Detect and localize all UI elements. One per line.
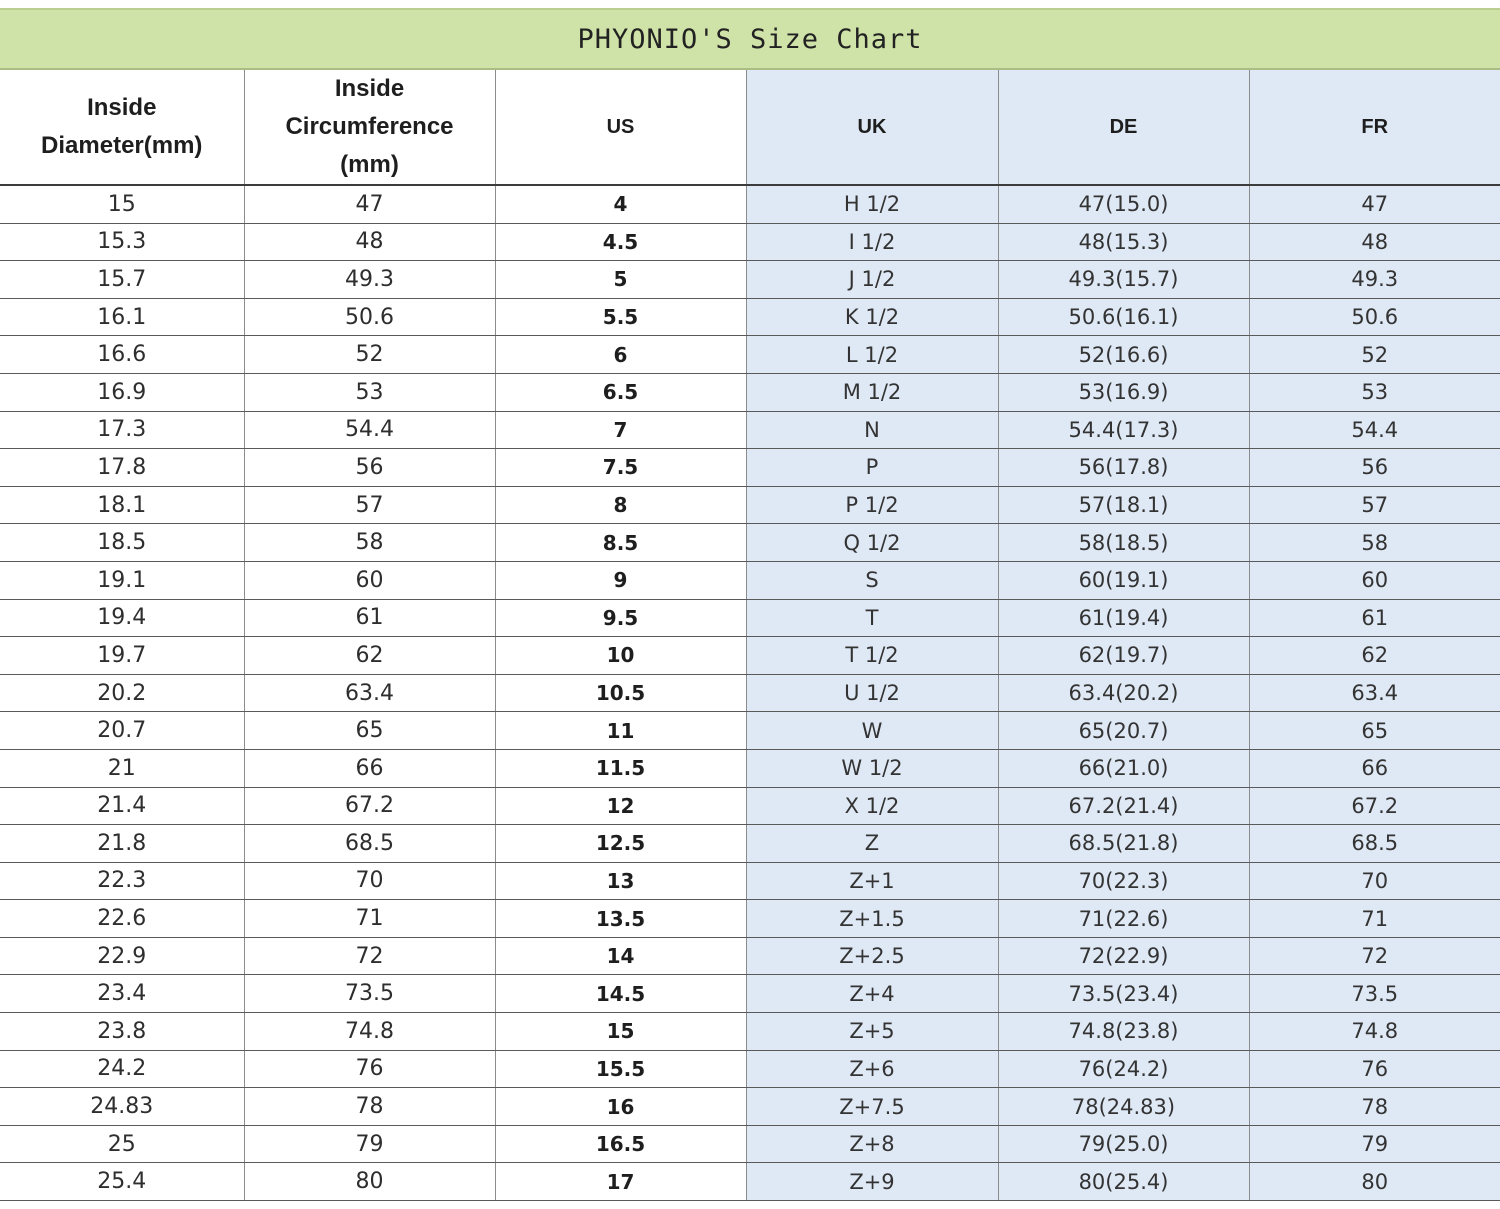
- cell-de-size: 56(17.8): [998, 449, 1249, 487]
- cell-inside-diameter: 18.1: [0, 486, 244, 524]
- cell-fr-size: 79: [1249, 1125, 1500, 1163]
- cell-de-size: 71(22.6): [998, 900, 1249, 938]
- cell-inside-circumference: 52: [244, 336, 495, 374]
- cell-inside-circumference: 74.8: [244, 1013, 495, 1051]
- size-chart-table: [0, 70, 1500, 1201]
- cell-inside-diameter: 17.8: [0, 449, 244, 487]
- cell-us-size: 4: [495, 185, 746, 223]
- cell-us-size: 10.5: [495, 674, 746, 712]
- cell-fr-size: 54.4: [1249, 411, 1500, 449]
- cell-uk-size: Z+1: [746, 862, 998, 900]
- table-row: [0, 900, 1500, 938]
- cell-inside-diameter: 21.8: [0, 825, 244, 863]
- cell-fr-size: 73.5: [1249, 975, 1500, 1013]
- cell-fr-size: 74.8: [1249, 1013, 1500, 1051]
- table-row: [0, 674, 1500, 712]
- cell-uk-size: I 1/2: [746, 223, 998, 261]
- cell-inside-circumference: 70: [244, 862, 495, 900]
- cell-us-size: 5: [495, 261, 746, 299]
- cell-de-size: 63.4(20.2): [998, 674, 1249, 712]
- cell-inside-circumference: 50.6: [244, 298, 495, 336]
- cell-inside-diameter: 22.9: [0, 937, 244, 975]
- cell-uk-size: Z+4: [746, 975, 998, 1013]
- cell-us-size: 14.5: [495, 975, 746, 1013]
- cell-us-size: 8.5: [495, 524, 746, 562]
- cell-uk-size: H 1/2: [746, 185, 998, 223]
- cell-inside-diameter: 16.9: [0, 373, 244, 411]
- cell-us-size: 10: [495, 637, 746, 675]
- cell-uk-size: X 1/2: [746, 787, 998, 825]
- cell-us-size: 16.5: [495, 1125, 746, 1163]
- cell-fr-size: 60: [1249, 561, 1500, 599]
- table-row: [0, 411, 1500, 449]
- cell-inside-circumference: 66: [244, 749, 495, 787]
- table-row: [0, 261, 1500, 299]
- cell-inside-circumference: 68.5: [244, 825, 495, 863]
- cell-us-size: 6: [495, 336, 746, 374]
- cell-fr-size: 80: [1249, 1163, 1500, 1201]
- cell-us-size: 8: [495, 486, 746, 524]
- cell-uk-size: Z+1.5: [746, 900, 998, 938]
- cell-de-size: 68.5(21.8): [998, 825, 1249, 863]
- cell-de-size: 66(21.0): [998, 749, 1249, 787]
- cell-inside-circumference: 49.3: [244, 261, 495, 299]
- cell-uk-size: Z+2.5: [746, 937, 998, 975]
- cell-fr-size: 71: [1249, 900, 1500, 938]
- cell-fr-size: 52: [1249, 336, 1500, 374]
- cell-uk-size: J 1/2: [746, 261, 998, 299]
- cell-de-size: 47(15.0): [998, 185, 1249, 223]
- cell-fr-size: 56: [1249, 449, 1500, 487]
- cell-inside-diameter: 20.7: [0, 712, 244, 750]
- cell-us-size: 9: [495, 561, 746, 599]
- cell-us-size: 9.5: [495, 599, 746, 637]
- cell-inside-diameter: 19.7: [0, 637, 244, 675]
- cell-inside-diameter: 24.83: [0, 1088, 244, 1126]
- cell-inside-circumference: 48: [244, 223, 495, 261]
- cell-uk-size: P: [746, 449, 998, 487]
- cell-us-size: 12: [495, 787, 746, 825]
- cell-us-size: 5.5: [495, 298, 746, 336]
- cell-fr-size: 49.3: [1249, 261, 1500, 299]
- header-inside-circumference-line2: Circumference: [285, 113, 454, 140]
- table-row: [0, 712, 1500, 750]
- cell-fr-size: 66: [1249, 749, 1500, 787]
- table-row: [0, 749, 1500, 787]
- cell-us-size: 16: [495, 1088, 746, 1126]
- cell-us-size: 13.5: [495, 900, 746, 938]
- cell-inside-diameter: 22.3: [0, 862, 244, 900]
- table-row: [0, 1050, 1500, 1088]
- cell-inside-diameter: 23.4: [0, 975, 244, 1013]
- cell-us-size: 12.5: [495, 825, 746, 863]
- chart-title-bar: [0, 8, 1500, 70]
- cell-uk-size: Q 1/2: [746, 524, 998, 562]
- cell-fr-size: 61: [1249, 599, 1500, 637]
- table-row: [0, 298, 1500, 336]
- cell-fr-size: 76: [1249, 1050, 1500, 1088]
- cell-uk-size: Z+7.5: [746, 1088, 998, 1126]
- cell-us-size: 15: [495, 1013, 746, 1051]
- cell-de-size: 57(18.1): [998, 486, 1249, 524]
- cell-de-size: 60(19.1): [998, 561, 1249, 599]
- cell-de-size: 72(22.9): [998, 937, 1249, 975]
- cell-inside-circumference: 62: [244, 637, 495, 675]
- cell-inside-circumference: 53: [244, 373, 495, 411]
- header-inside-diameter: [0, 70, 244, 185]
- cell-inside-diameter: 19.4: [0, 599, 244, 637]
- cell-uk-size: W: [746, 712, 998, 750]
- table-row: [0, 975, 1500, 1013]
- cell-inside-circumference: 72: [244, 937, 495, 975]
- cell-fr-size: 78: [1249, 1088, 1500, 1126]
- cell-fr-size: 70: [1249, 862, 1500, 900]
- cell-de-size: 49.3(15.7): [998, 261, 1249, 299]
- cell-inside-circumference: 58: [244, 524, 495, 562]
- cell-inside-circumference: 60: [244, 561, 495, 599]
- table-row: [0, 937, 1500, 975]
- header-inside-circumference-line3: (mm): [340, 151, 399, 178]
- cell-inside-circumference: 73.5: [244, 975, 495, 1013]
- cell-inside-diameter: 22.6: [0, 900, 244, 938]
- cell-fr-size: 68.5: [1249, 825, 1500, 863]
- cell-inside-diameter: 18.5: [0, 524, 244, 562]
- table-header: [0, 70, 1500, 185]
- cell-us-size: 11.5: [495, 749, 746, 787]
- cell-uk-size: L 1/2: [746, 336, 998, 374]
- cell-inside-diameter: 16.6: [0, 336, 244, 374]
- table-row: [0, 599, 1500, 637]
- cell-inside-circumference: 56: [244, 449, 495, 487]
- table-row: [0, 1125, 1500, 1163]
- cell-de-size: 78(24.83): [998, 1088, 1249, 1126]
- table-row: [0, 336, 1500, 374]
- cell-de-size: 61(19.4): [998, 599, 1249, 637]
- cell-inside-circumference: 78: [244, 1088, 495, 1126]
- table-row: [0, 862, 1500, 900]
- cell-inside-diameter: 19.1: [0, 561, 244, 599]
- cell-us-size: 7: [495, 411, 746, 449]
- cell-us-size: 4.5: [495, 223, 746, 261]
- cell-inside-diameter: 25: [0, 1125, 244, 1163]
- cell-uk-size: S: [746, 561, 998, 599]
- cell-fr-size: 48: [1249, 223, 1500, 261]
- cell-uk-size: Z+5: [746, 1013, 998, 1051]
- cell-inside-circumference: 57: [244, 486, 495, 524]
- cell-de-size: 79(25.0): [998, 1125, 1249, 1163]
- header-row: [0, 70, 1500, 185]
- cell-uk-size: Z+9: [746, 1163, 998, 1201]
- table-row: [0, 1013, 1500, 1051]
- cell-de-size: 52(16.6): [998, 336, 1249, 374]
- table-row: [0, 223, 1500, 261]
- cell-de-size: 76(24.2): [998, 1050, 1249, 1088]
- table-row: [0, 185, 1500, 223]
- cell-inside-diameter: 15.3: [0, 223, 244, 261]
- cell-inside-circumference: 80: [244, 1163, 495, 1201]
- cell-uk-size: U 1/2: [746, 674, 998, 712]
- cell-de-size: 62(19.7): [998, 637, 1249, 675]
- table-row: [0, 637, 1500, 675]
- cell-uk-size: Z: [746, 825, 998, 863]
- table-row: [0, 1088, 1500, 1126]
- cell-inside-diameter: 15: [0, 185, 244, 223]
- cell-uk-size: K 1/2: [746, 298, 998, 336]
- chart-title: PHYONIO'S Size Chart: [577, 23, 923, 55]
- cell-us-size: 15.5: [495, 1050, 746, 1088]
- header-inside-diameter-line1: Inside: [87, 94, 157, 121]
- cell-de-size: 65(20.7): [998, 712, 1249, 750]
- cell-inside-diameter: 20.2: [0, 674, 244, 712]
- cell-inside-diameter: 21.4: [0, 787, 244, 825]
- cell-de-size: 54.4(17.3): [998, 411, 1249, 449]
- cell-de-size: 67.2(21.4): [998, 787, 1249, 825]
- cell-de-size: 73.5(23.4): [998, 975, 1249, 1013]
- cell-uk-size: M 1/2: [746, 373, 998, 411]
- cell-inside-circumference: 71: [244, 900, 495, 938]
- header-fr: FR: [1249, 70, 1500, 185]
- table-row: [0, 1163, 1500, 1201]
- cell-fr-size: 53: [1249, 373, 1500, 411]
- table-row: [0, 787, 1500, 825]
- cell-de-size: 80(25.4): [998, 1163, 1249, 1201]
- table-row: [0, 524, 1500, 562]
- cell-fr-size: 57: [1249, 486, 1500, 524]
- cell-uk-size: T 1/2: [746, 637, 998, 675]
- cell-us-size: 14: [495, 937, 746, 975]
- header-inside-circumference: [244, 70, 495, 185]
- cell-uk-size: N: [746, 411, 998, 449]
- cell-de-size: 58(18.5): [998, 524, 1249, 562]
- cell-de-size: 48(15.3): [998, 223, 1249, 261]
- cell-fr-size: 62: [1249, 637, 1500, 675]
- cell-inside-diameter: 15.7: [0, 261, 244, 299]
- cell-inside-diameter: 23.8: [0, 1013, 244, 1051]
- cell-de-size: 53(16.9): [998, 373, 1249, 411]
- cell-uk-size: T: [746, 599, 998, 637]
- cell-inside-circumference: 65: [244, 712, 495, 750]
- table-row: [0, 486, 1500, 524]
- table-body: [0, 185, 1500, 1201]
- cell-uk-size: P 1/2: [746, 486, 998, 524]
- cell-inside-diameter: 17.3: [0, 411, 244, 449]
- cell-fr-size: 67.2: [1249, 787, 1500, 825]
- header-us: US: [495, 70, 746, 185]
- cell-uk-size: Z+6: [746, 1050, 998, 1088]
- cell-de-size: 50.6(16.1): [998, 298, 1249, 336]
- table-row: [0, 561, 1500, 599]
- cell-fr-size: 50.6: [1249, 298, 1500, 336]
- cell-fr-size: 72: [1249, 937, 1500, 975]
- cell-de-size: 70(22.3): [998, 862, 1249, 900]
- cell-inside-circumference: 61: [244, 599, 495, 637]
- cell-uk-size: Z+8: [746, 1125, 998, 1163]
- cell-inside-circumference: 79: [244, 1125, 495, 1163]
- table-row: [0, 373, 1500, 411]
- cell-us-size: 13: [495, 862, 746, 900]
- header-inside-diameter-line2: Diameter(mm): [41, 132, 203, 159]
- cell-fr-size: 63.4: [1249, 674, 1500, 712]
- cell-inside-circumference: 63.4: [244, 674, 495, 712]
- cell-inside-diameter: 24.2: [0, 1050, 244, 1088]
- cell-inside-diameter: 21: [0, 749, 244, 787]
- header-inside-circumference-line1: Inside: [334, 75, 405, 102]
- cell-fr-size: 47: [1249, 185, 1500, 223]
- cell-inside-circumference: 76: [244, 1050, 495, 1088]
- cell-fr-size: 58: [1249, 524, 1500, 562]
- header-de: DE: [998, 70, 1249, 185]
- cell-uk-size: W 1/2: [746, 749, 998, 787]
- table-row: [0, 825, 1500, 863]
- cell-inside-circumference: 67.2: [244, 787, 495, 825]
- cell-inside-diameter: 25.4: [0, 1163, 244, 1201]
- cell-inside-diameter: 16.1: [0, 298, 244, 336]
- cell-us-size: 11: [495, 712, 746, 750]
- cell-us-size: 6.5: [495, 373, 746, 411]
- cell-inside-circumference: 47: [244, 185, 495, 223]
- cell-fr-size: 65: [1249, 712, 1500, 750]
- cell-inside-circumference: 54.4: [244, 411, 495, 449]
- header-uk: UK: [746, 70, 998, 185]
- cell-us-size: 17: [495, 1163, 746, 1201]
- cell-de-size: 74.8(23.8): [998, 1013, 1249, 1051]
- cell-us-size: 7.5: [495, 449, 746, 487]
- table-row: [0, 449, 1500, 487]
